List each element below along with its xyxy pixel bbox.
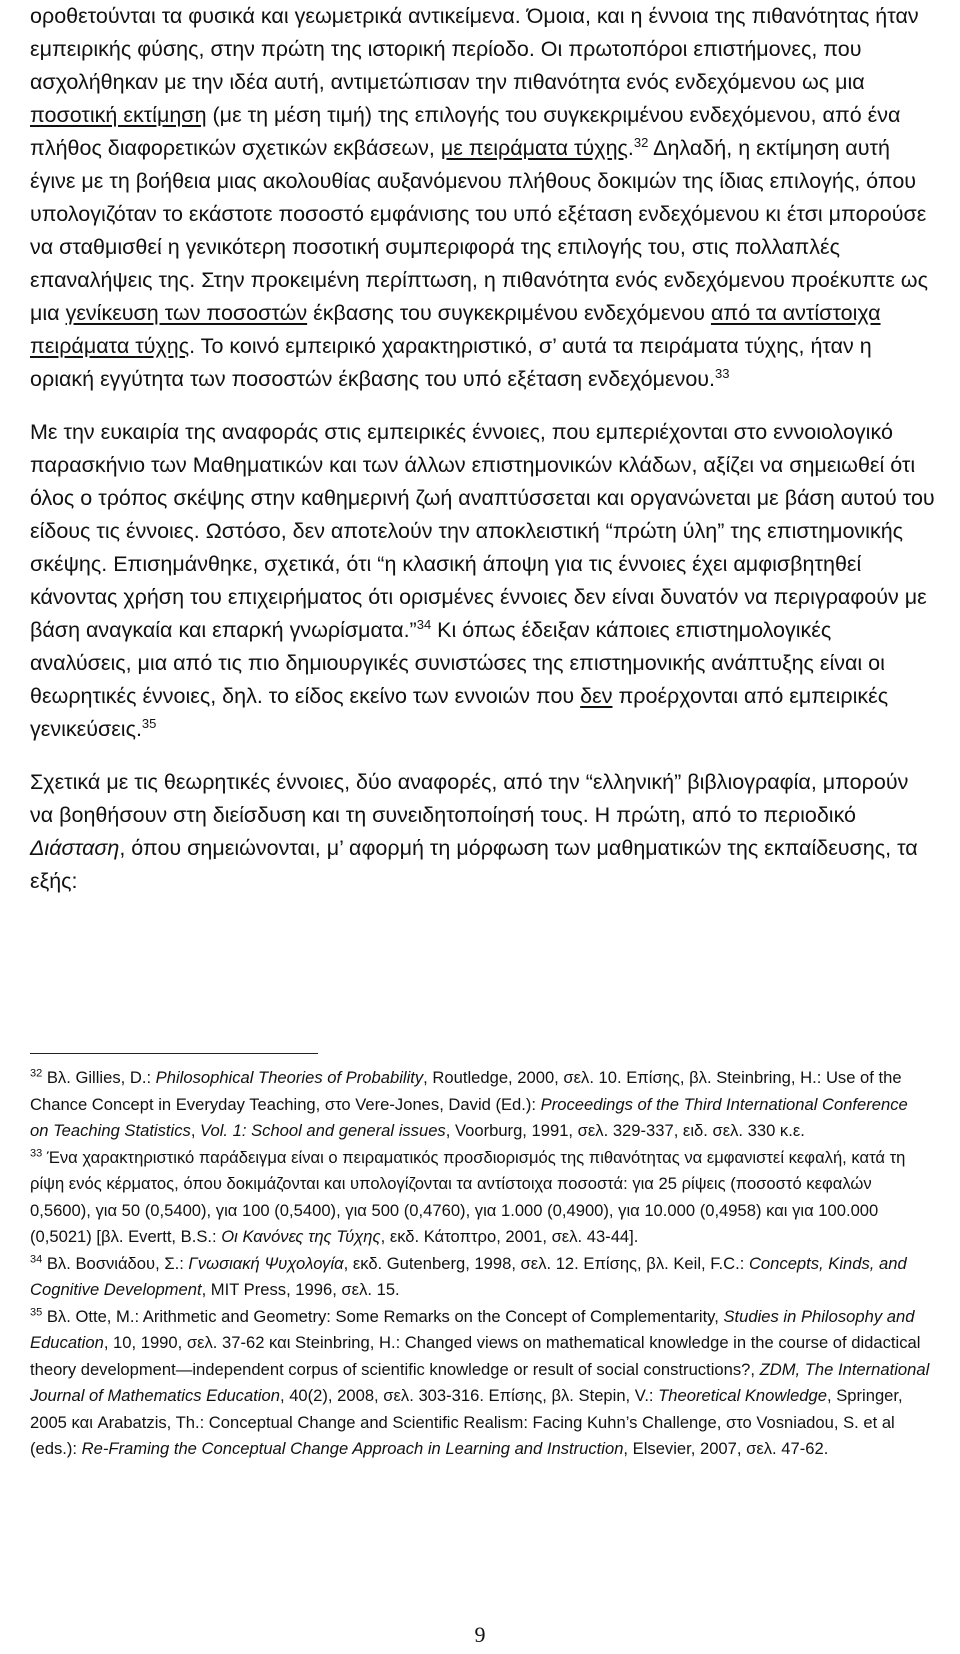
- paragraph-text: .: [627, 136, 634, 160]
- footnote-text: ,: [190, 1121, 201, 1140]
- paragraph-text: , όπου σημειώνονται, μ’ αφορμή τη μόρφωση των μαθηματικών της εκπαίδευσης, τα εξής:: [30, 836, 918, 893]
- paragraph-text: έκβασης του συγκεκριμένου ενδεχόμενου: [307, 301, 711, 325]
- footnote-number: 33: [30, 1146, 43, 1159]
- footnote-text: , MIT Press, 1996, σελ. 15.: [201, 1280, 400, 1299]
- footnote-text: Βλ. Gillies, D.:: [42, 1068, 156, 1087]
- paragraph-text: Με την ευκαιρία της αναφοράς στις εμπειρικές έννοιες, που εμπεριέχονται στο εννοιολογικό παρασκήνιο των Μαθηματικών και των άλλων επιστημονικών κλάδων, αξίζει να σημειωθεί ότι όλος ο τρόπος σκέψης στην καθημερινή ζωή αναπτύσσεται και οργανώνεται με βάση αυτού του είδους τις έννοιες. Ωστόσο, δεν αποτελούν την αποκλειστική “πρώτη ύλη” της επιστημονικής σκέψης. Επισημάνθηκε, σχετικά, ότι “η κλασική άποψη για τις έννοιες έχει αμφισβητηθεί κάνοντας χρήση του επιχειρήματος ότι ορισμένες έννοιες δεν είναι δυνατόν να περιγραφούν με βάση αναγκαία και επαρκή γνωρίσματα.”: [30, 420, 935, 642]
- paragraph-text: Σχετικά με τις θεωρητικές έννοιες, δύο αναφορές, από την “ελληνική” βιβλιογραφία, μπορούν να βοηθήσουν στη διείσδυση και τη συνειδητοποίησή τους. Η πρώτη, από το περιοδικό: [30, 770, 909, 827]
- footnote-text: , Voorburg, 1991, σελ. 329-337, ειδ. σελ. 330 κ.ε.: [445, 1121, 805, 1140]
- footnotes: [30, 1065, 930, 1463]
- footnote-33: [30, 1145, 930, 1251]
- page-number: 9: [474, 1622, 486, 1647]
- paragraph-text: . Το κοινό εμπειρικό χαρακτηριστικό, σ’ αυτά τα πειράματα τύχης, ήταν η οριακή εγγύτητα των ποσοστών έκβασης του υπό εξέταση ενδεχόμενου.: [30, 334, 872, 391]
- paragraph-text: οροθετούνται τα φυσικά και γεωμετρικά αντικείμενα. Όμοια, και η έννοια της πιθανότητας ήταν εμπειρικής φύσης, στην πρώτη της ιστορική περίοδο. Οι πρωτοπόροι επιστήμονες, που ασχολήθηκαν με την ιδέα αυτή, αντιμετώπισαν την πιθανότητα ενός ενδεχόμενου ως μια: [30, 4, 919, 94]
- footnote-32: [30, 1065, 930, 1145]
- footnote-number: 32: [30, 1067, 43, 1080]
- footnote-number: 35: [30, 1305, 43, 1318]
- footnote-ref-35[interactable]: 35: [141, 715, 157, 731]
- citation-title: Οι Κανόνες της Τύχης: [221, 1227, 381, 1246]
- underlined-phrase: από τα αντίστοιχα πειράματα τύχης: [30, 301, 881, 358]
- paragraph-text: (με τη μέση τιμή) της επιλογής του συγκεκριμένου ενδεχόμενου, από ένα πλήθος διαφορετικών σχετικών εκβάσεων,: [30, 103, 901, 160]
- underlined-phrase: ποσοτική εκτίμηση: [30, 103, 207, 127]
- underlined-phrase: με πειράματα τύχης: [440, 136, 628, 160]
- paragraph-text: προέρχονται από εμπειρικές γενικεύσεις.: [30, 684, 889, 741]
- footnote-text: Βλ. Otte, M.: Arithmetic and Geometry: Some Remarks on the Concept of Complementarity,: [42, 1306, 724, 1326]
- footnote-text: , 40(2), 2008, σελ. 303-316. Επίσης, βλ. Stepin, V.:: [279, 1386, 659, 1405]
- journal-title: Διάσταση: [30, 836, 120, 860]
- footnote-text: Ένα χαρακτηριστικό παράδειγμα είναι ο πειραματικός προσδιορισμός της πιθανότητας να εμφανιστεί κεφαλή, κατά τη ρίψη ενός κέρματος, όπου δοκιμάζονται και υπολογίζονται τα αντίστοιχα ποσοστά: για 25 ρίψεις (ποσοστό κεφαλών 0,5600), για 50 (0,5400), για 100 (0,5400), για 500 (0,4760), για 1.000 (0,4900), για 10.000 (0,4958) και για 100.000 (0,5021) [βλ. Evertt, B.S.:: [30, 1147, 906, 1246]
- underlined-word: δεν: [580, 684, 613, 708]
- citation-title: Philosophical Theories of Probability: [155, 1068, 424, 1087]
- footnote-text: , Routledge, 2000, σελ. 10. Επίσης, βλ. Steinbring, H.: Use of the Chance Concept in Everyday Teaching, στο Vere-Jones, David (Ed.):: [30, 1068, 902, 1114]
- footnote-text: Βλ. Βοσνιάδου, Σ.:: [42, 1253, 189, 1273]
- footnote-ref-34[interactable]: 34: [416, 616, 432, 632]
- document-page: [30, 0, 935, 1458]
- footnote-text: , Elsevier, 2007, σελ. 47-62.: [623, 1439, 829, 1458]
- paragraph-text: Κι όπως έδειξαν κάποιες επιστημολογικές αναλύσεις, μια από τις πιο δημιουργικές συνιστώσες της επιστημονικής ανάπτυξης είναι οι θεωρητικές έννοιες, δηλ. το είδος εκείνο των εννοιών που: [30, 618, 885, 708]
- footnote-separator: [30, 1053, 318, 1054]
- footnote-number: 34: [30, 1252, 43, 1265]
- underlined-phrase: γενίκευση των ποσοστών: [65, 301, 308, 325]
- paragraph-text: Δηλαδή, η εκτίμηση αυτή έγινε με τη βοήθεια μιας ακολουθίας αυξανόμενου πλήθους δοκιμών της ίδιας επιλογής, όπου υπολογιζόταν το εκάστοτε ποσοστό εμφάνισης του υπό εξέταση ενδεχόμενου κι έτσι μπορούσε να σταθμισθεί η γενικότερη ποσοτική συμπεριφορά της επιλογής του, στις πολλαπλές επαναλήψεις της. Στην προκειμένη περίπτωση, η πιθανότητα ενός ενδεχόμενου προέκυπτε ως μια: [30, 136, 928, 325]
- footnote-text: , εκδ. Gutenberg, 1998, σελ. 12. Επίσης, βλ. Keil, F.C.:: [343, 1253, 749, 1273]
- body-paragraph-2: [30, 416, 935, 746]
- body-paragraph-3: [30, 766, 935, 898]
- citation-title: Γνωσιακή Ψυχολογία: [188, 1253, 344, 1273]
- citation-title: Studies in Philosophy and Education: [30, 1306, 915, 1352]
- footnote-ref-33[interactable]: 33: [715, 365, 730, 381]
- footnote-text: , 10, 1990, σελ. 37-62 και Steinbring, H.: Changed views on mathematical knowledge in the course of didactical theory development—independent corpus of scientific knowledge or result of social constructions?,: [30, 1333, 921, 1379]
- footnote-ref-32[interactable]: 32: [633, 134, 649, 150]
- citation-title: ZDM, The International Journal of Mathematics Education: [30, 1359, 930, 1405]
- citation-title: Proceedings of the Third International Conference on Teaching Statistics: [30, 1094, 908, 1140]
- footnote-text: , εκδ. Κάτοπτρο, 2001, σελ. 43-44].: [380, 1227, 639, 1246]
- footnote-text: , Springer, 2005 και Arabatzis, Th.: Conceptual Change and Scientific Realism: Facing Kuhn’s Challenge, στο Vosniadou, S. et al (eds.):: [30, 1386, 903, 1458]
- footnote-35: [30, 1304, 930, 1463]
- body-paragraph-1: [30, 0, 935, 396]
- citation-title: Concepts, Kinds, and Cognitive Development: [30, 1253, 907, 1299]
- footnote-34: [30, 1251, 930, 1304]
- citation-title: Theoretical Knowledge: [658, 1386, 827, 1405]
- citation-title: Vol. 1: School and general issues: [200, 1121, 446, 1140]
- citation-title: Re-Framing the Conceptual Change Approach in Learning and Instruction: [81, 1439, 624, 1458]
